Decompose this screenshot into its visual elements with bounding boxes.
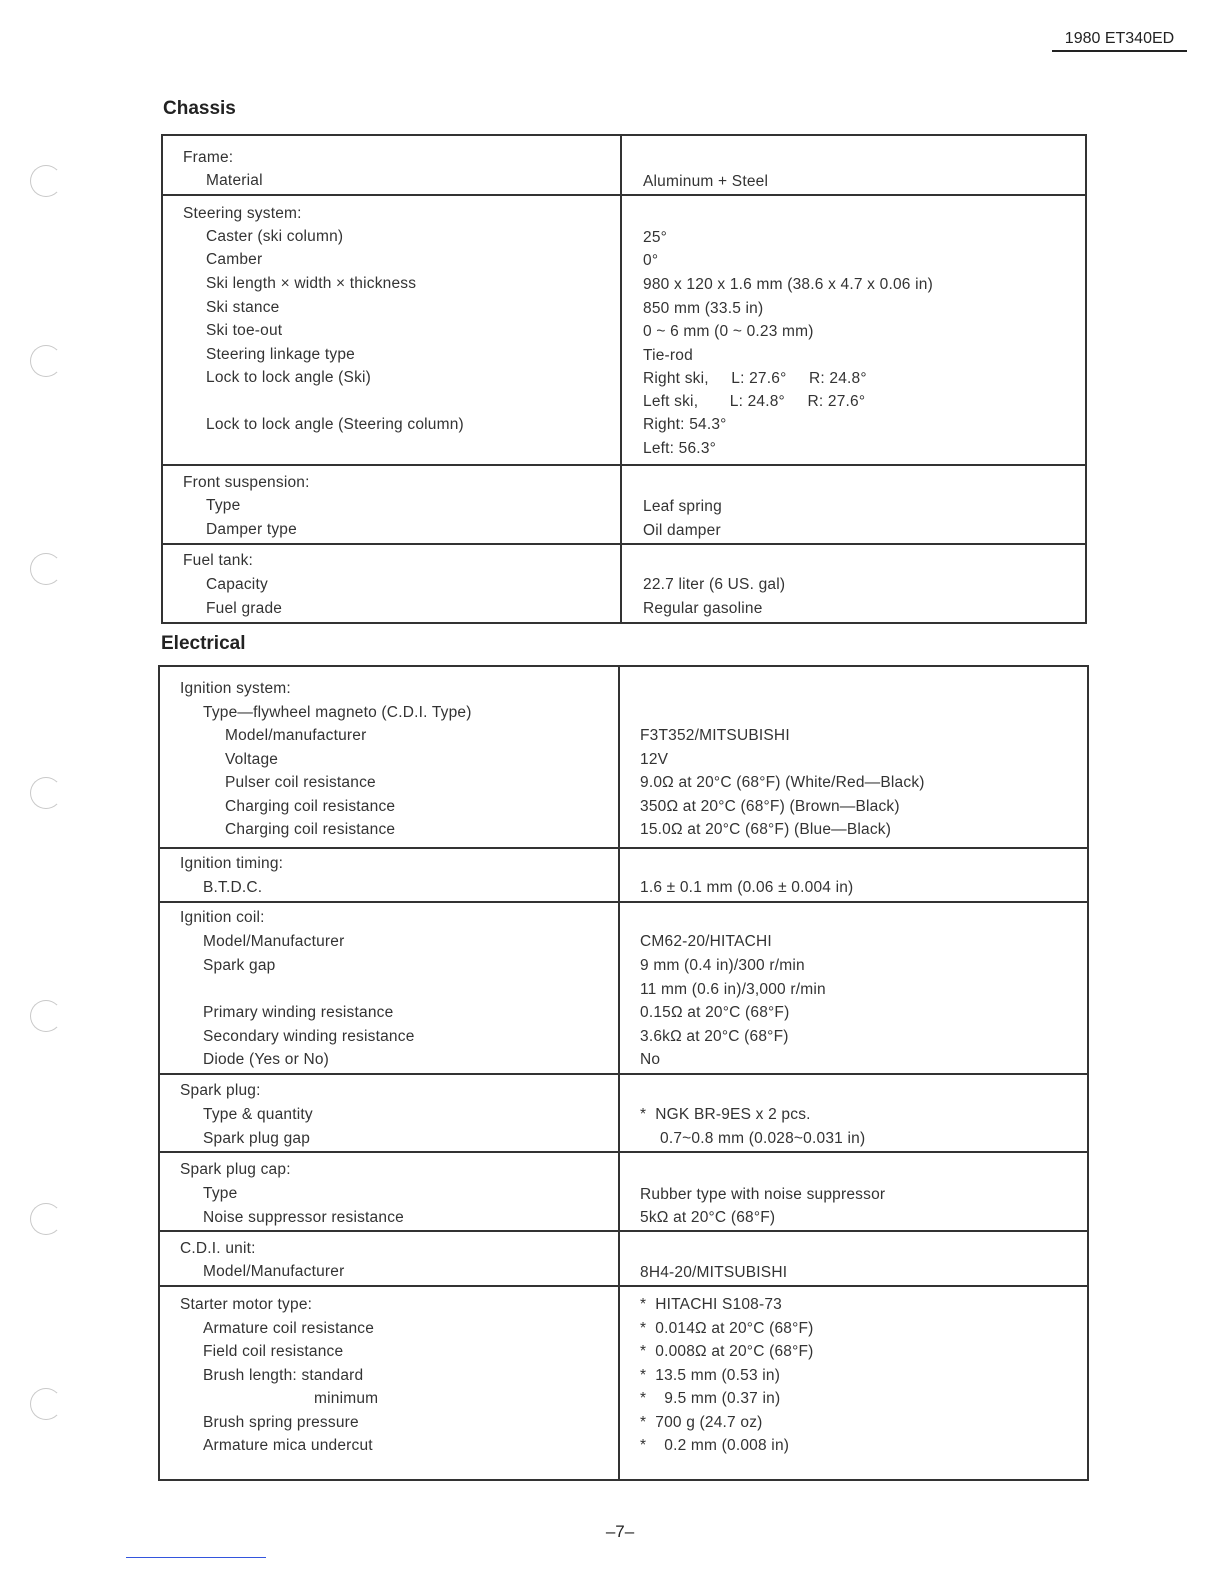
voltage-label: Voltage — [225, 751, 279, 768]
charging-coil-label: Charging coil resistance — [225, 821, 396, 838]
capacity-label: Capacity — [206, 576, 268, 593]
binder-hole-icon — [30, 777, 62, 809]
steering-row — [163, 194, 1085, 466]
fuel-grade-label: Fuel grade — [206, 600, 283, 617]
noise-suppressor-value: 5kΩ at 20°C (68°F) — [640, 1209, 776, 1226]
lock-column-label: Lock to lock angle (Steering column) — [206, 416, 464, 433]
electrical-title: Electrical — [161, 633, 246, 654]
cdi-unit-label: C.D.I. unit: — [180, 1240, 256, 1257]
spark-gap-value: 9 mm (0.4 in)/300 r/min — [640, 957, 805, 974]
chassis-table — [161, 134, 1087, 624]
armature-coil-label: Armature coil resistance — [203, 1320, 375, 1337]
armature-coil-value: * 0.014Ω at 20°C (68°F) — [640, 1320, 814, 1337]
brush-minimum-label: minimum — [314, 1390, 379, 1407]
voltage-value: 12V — [640, 751, 669, 768]
spark-gap-value: 11 mm (0.6 in)/3,000 r/min — [640, 981, 826, 998]
lock-ski-label: Lock to lock angle (Ski) — [206, 369, 372, 386]
spark-plug-cap-row — [160, 1151, 1087, 1232]
ignition-system-label: Ignition system: — [180, 680, 291, 697]
spark-plug-row — [160, 1073, 1087, 1153]
secondary-winding-label: Secondary winding resistance — [203, 1028, 415, 1045]
cap-type-label: Type — [203, 1185, 238, 1202]
caster-label: Caster (ski column) — [206, 228, 344, 245]
spark-plug-label: Spark plug: — [180, 1082, 261, 1099]
model-value: F3T352/MITSUBISHI — [640, 727, 790, 744]
spark-gap-label: Spark gap — [203, 957, 276, 974]
suspension-type-label: Type — [206, 497, 241, 514]
charging-coil-label: Charging coil resistance — [225, 798, 396, 815]
ignition-coil-label: Ignition coil: — [180, 909, 265, 926]
pulser-value: 9.0Ω at 20°C (68°F) (White/Red—Black) — [640, 774, 925, 791]
lock-column-right-value: Right: 54.3° — [643, 416, 727, 433]
fuel-grade-value: Regular gasoline — [643, 600, 763, 617]
ski-stance-label: Ski stance — [206, 299, 280, 316]
footer-link-underline — [126, 1557, 266, 1558]
ski-dim-label: Ski length × width × thickness — [206, 275, 417, 292]
plug-cap-label: Spark plug cap: — [180, 1161, 291, 1178]
binder-hole-icon — [30, 1388, 62, 1420]
binder-hole-icon — [30, 345, 62, 377]
ignition-timing-label: Ignition timing: — [180, 855, 284, 872]
suspension-type-value: Leaf spring — [643, 498, 722, 515]
brush-minimum-value: * 9.5 mm (0.37 in) — [640, 1390, 781, 1407]
pulser-label: Pulser coil resistance — [225, 774, 376, 791]
binder-hole-icon — [30, 553, 62, 585]
noise-suppressor-label: Noise suppressor resistance — [203, 1209, 404, 1226]
camber-value: 0° — [643, 252, 659, 269]
lock-column-left-value: Left: 56.3° — [643, 440, 717, 457]
damper-type-label: Damper type — [206, 521, 297, 538]
binder-hole-icon — [30, 1000, 62, 1032]
plug-type-label: Type & quantity — [203, 1106, 313, 1123]
plug-type-value: * NGK BR-9ES x 2 pcs. — [640, 1106, 811, 1123]
brush-spring-label: Brush spring pressure — [203, 1414, 359, 1431]
primary-winding-value: 0.15Ω at 20°C (68°F) — [640, 1004, 790, 1021]
primary-winding-label: Primary winding resistance — [203, 1004, 394, 1021]
capacity-value: 22.7 liter (6 US. gal) — [643, 576, 786, 593]
ski-stance-value: 850 mm (33.5 in) — [643, 300, 764, 317]
ignition-type-label: Type—flywheel magneto (C.D.I. Type) — [203, 704, 472, 721]
ski-dim-value: 980 x 120 x 1.6 mm (38.6 x 4.7 x 0.06 in) — [643, 276, 933, 293]
diode-label: Diode (Yes or No) — [203, 1051, 330, 1068]
charging-coil-value: 15.0Ω at 20°C (68°F) (Blue—Black) — [640, 821, 892, 838]
camber-label: Camber — [206, 251, 263, 268]
material-value: Aluminum + Steel — [643, 173, 769, 190]
plug-gap-value: 0.7~0.8 mm (0.028~0.031 in) — [660, 1130, 866, 1147]
field-coil-value: * 0.008Ω at 20°C (68°F) — [640, 1343, 814, 1360]
ignition-coil-row — [160, 901, 1087, 1075]
charging-coil-value: 350Ω at 20°C (68°F) (Brown—Black) — [640, 798, 900, 815]
brush-standard-value: * 13.5 mm (0.53 in) — [640, 1367, 781, 1384]
ignition-timing-row — [160, 847, 1087, 903]
lock-ski-right-value: Right ski, L: 27.6° R: 24.8° — [643, 370, 867, 387]
damper-type-value: Oil damper — [643, 522, 721, 539]
cdi-unit-row — [160, 1230, 1087, 1287]
coil-model-label: Model/Manufacturer — [203, 933, 345, 950]
toe-out-value: 0 ~ 6 mm (0 ~ 0.23 mm) — [643, 323, 814, 340]
binder-hole-icon — [30, 1203, 62, 1235]
steering-label: Steering system: — [183, 205, 302, 222]
cdi-model-value: 8H4-20/MITSUBISHI — [640, 1264, 788, 1281]
lock-ski-left-value: Left ski, L: 24.8° R: 27.6° — [643, 393, 866, 410]
toe-out-label: Ski toe-out — [206, 322, 283, 339]
frame-label: Frame: — [183, 149, 234, 166]
chassis-title: Chassis — [163, 98, 236, 119]
brush-spring-value: * 700 g (24.7 oz) — [640, 1414, 763, 1431]
cdi-model-label: Model/Manufacturer — [203, 1263, 345, 1280]
starter-motor-value: * HITACHI S108-73 — [640, 1296, 783, 1313]
plug-gap-label: Spark plug gap — [203, 1130, 311, 1147]
secondary-winding-value: 3.6kΩ at 20°C (68°F) — [640, 1028, 789, 1045]
ignition-system-row — [160, 667, 1087, 847]
starter-motor-label: Starter motor type: — [180, 1296, 313, 1313]
field-coil-label: Field coil resistance — [203, 1343, 344, 1360]
front-suspension-row — [163, 464, 1085, 545]
starter-motor-row — [160, 1285, 1087, 1481]
page-header: 1980 ET340ED — [1052, 30, 1187, 52]
frame-row — [163, 136, 1085, 194]
linkage-label: Steering linkage type — [206, 346, 355, 363]
coil-model-value: CM62-20/HITACHI — [640, 933, 772, 950]
binder-hole-icon — [30, 165, 62, 197]
mica-undercut-value: * 0.2 mm (0.008 in) — [640, 1437, 790, 1454]
page-number: –7– — [605, 1522, 635, 1541]
linkage-value: Tie-rod — [643, 347, 693, 364]
brush-standard-label: Brush length: standard — [203, 1367, 364, 1384]
diode-value: No — [640, 1051, 661, 1068]
model-label: Model/manufacturer — [225, 727, 367, 744]
caster-value: 25° — [643, 229, 668, 246]
btdc-label: B.T.D.C. — [203, 879, 263, 896]
front-suspension-label: Front suspension: — [183, 474, 310, 491]
cap-type-value: Rubber type with noise suppressor — [640, 1186, 886, 1203]
material-label: Material — [206, 172, 263, 189]
electrical-table — [158, 665, 1089, 1481]
fuel-tank-row — [163, 543, 1085, 624]
mica-undercut-label: Armature mica undercut — [203, 1437, 373, 1454]
fuel-tank-label: Fuel tank: — [183, 552, 254, 569]
btdc-value: 1.6 ± 0.1 mm (0.06 ± 0.004 in) — [640, 879, 854, 896]
